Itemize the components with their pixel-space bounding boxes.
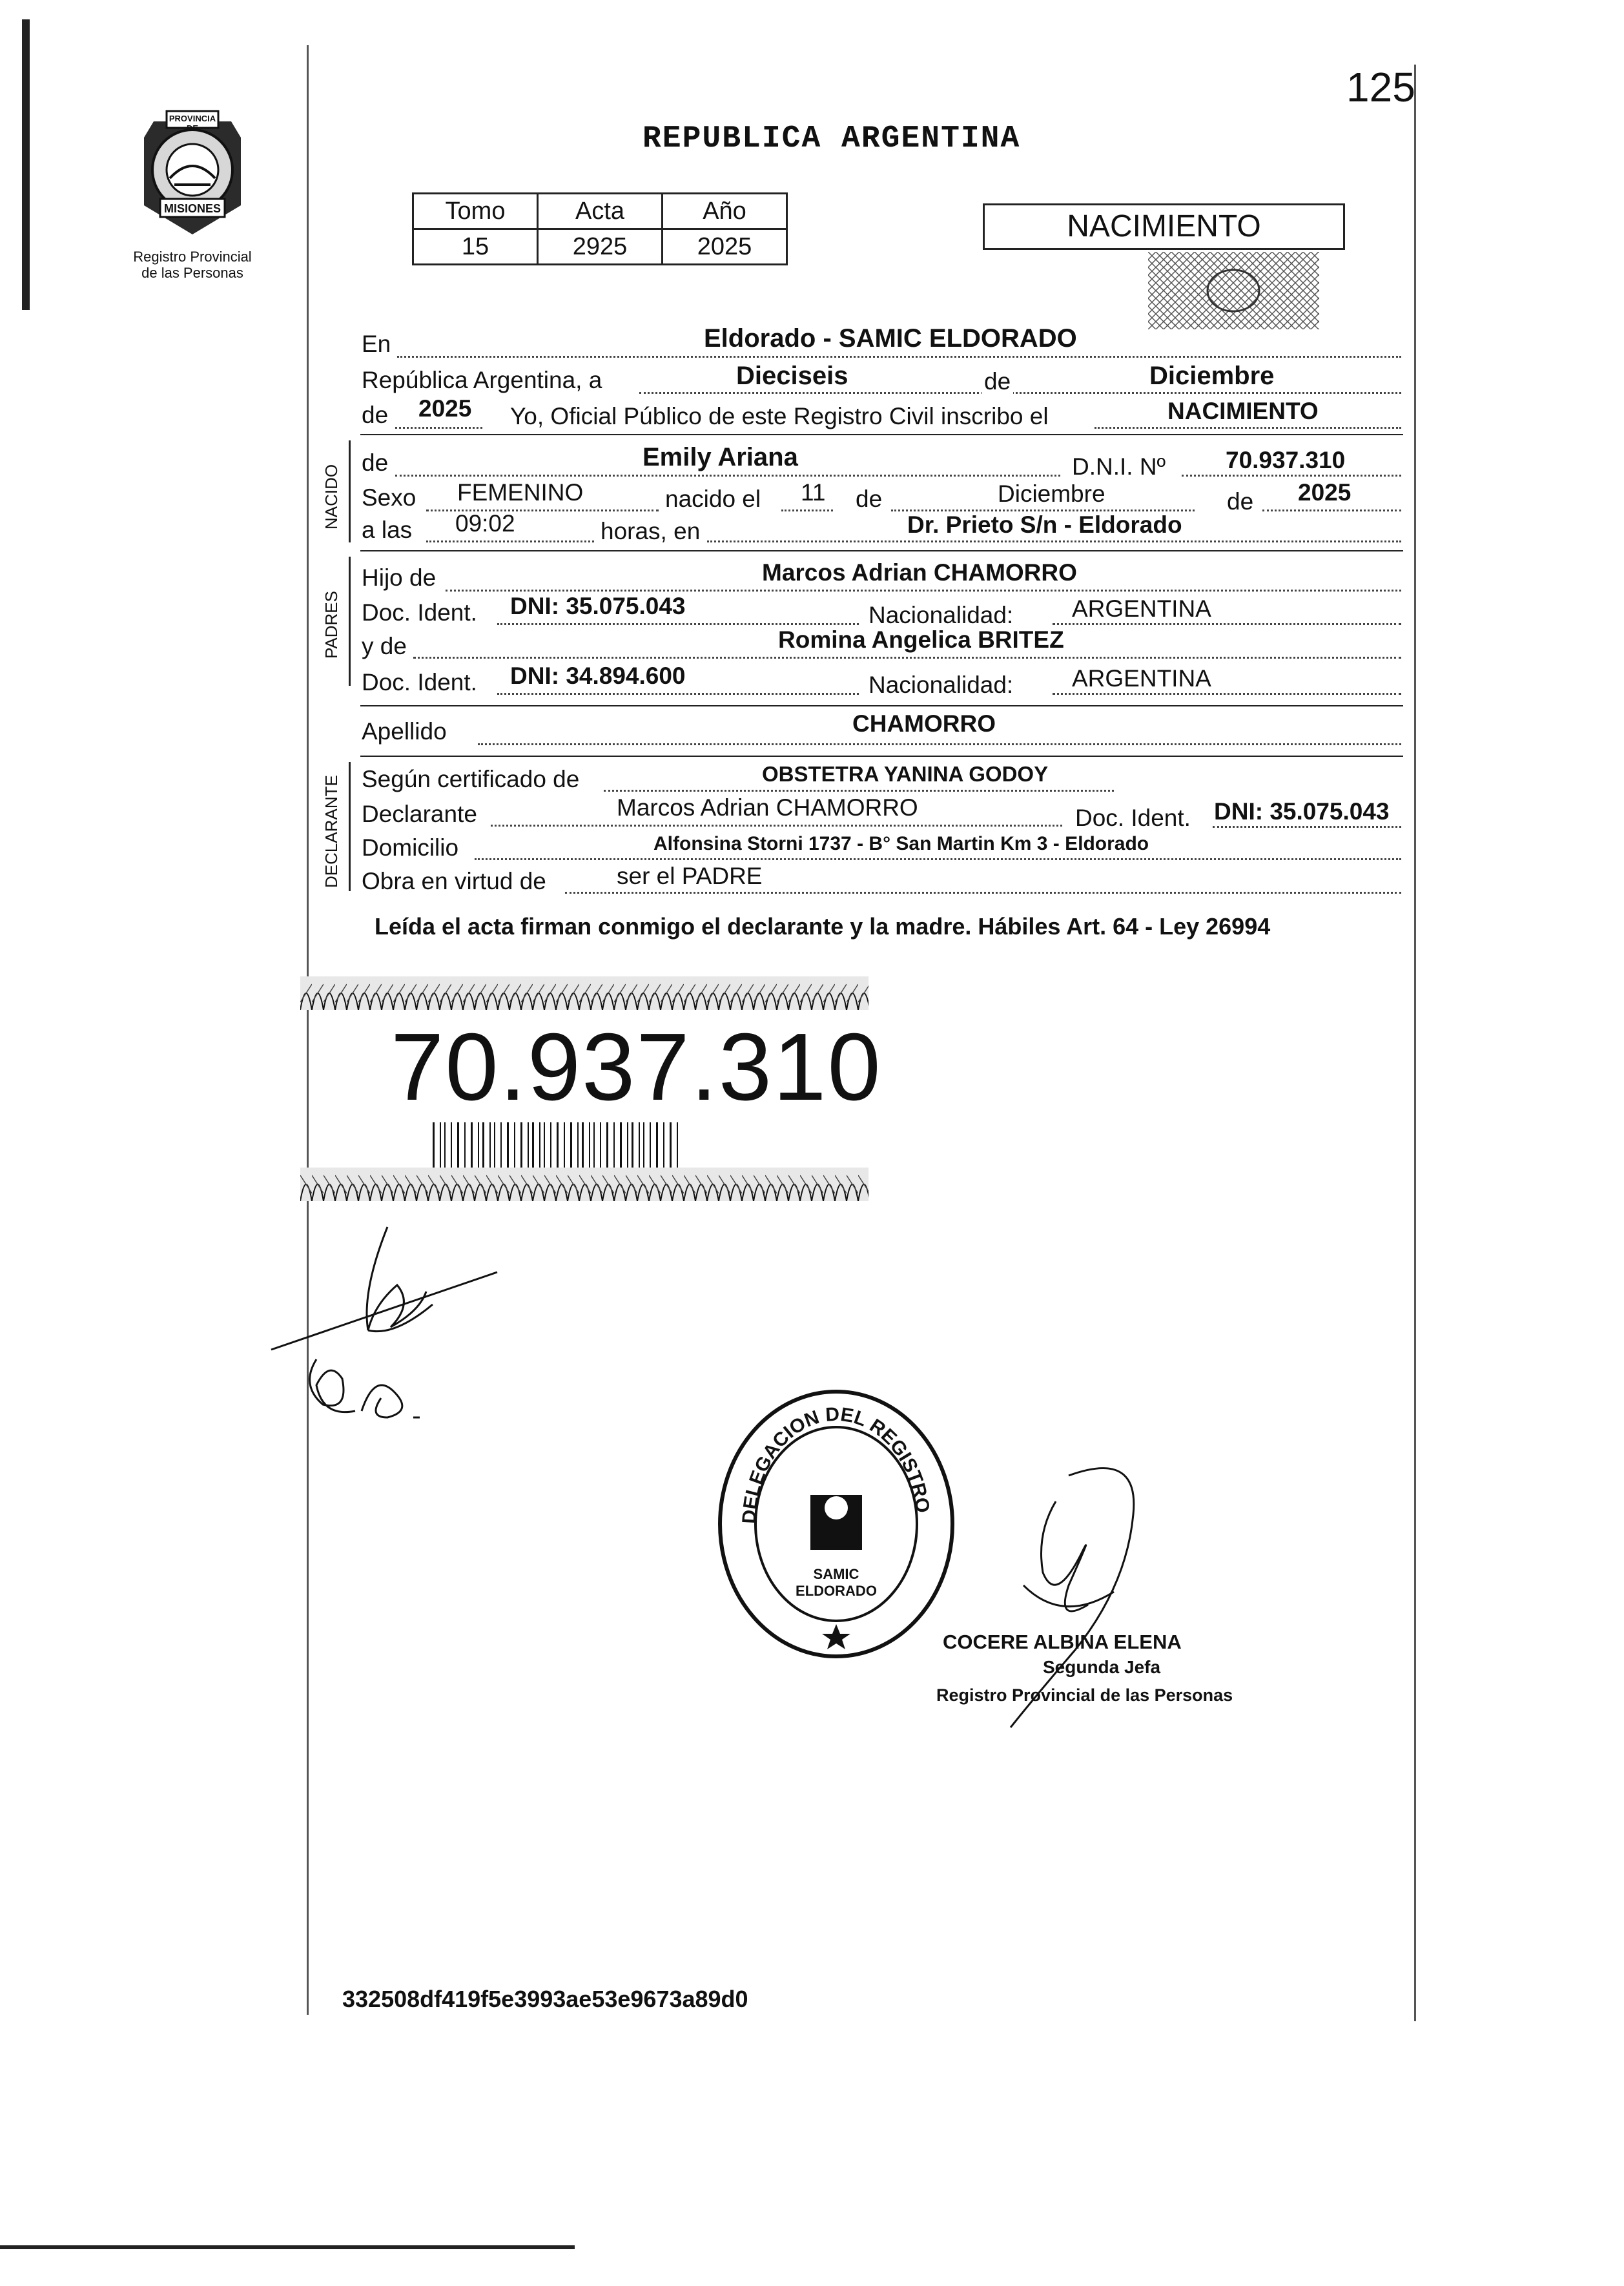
cert-label: Según certificado de	[362, 766, 580, 792]
declarante-value: Marcos Adrian CHAMORRO	[617, 794, 918, 821]
dots	[491, 825, 1062, 827]
act-word-value: NACIMIENTO	[1167, 398, 1319, 424]
logo-caption-line2: de las Personas	[141, 265, 243, 281]
left-margin-bar	[22, 19, 30, 310]
left-page-line	[307, 45, 309, 2015]
table-value-tomo: 15	[413, 229, 538, 265]
mother-signature	[303, 1346, 458, 1430]
dots	[497, 623, 859, 625]
nacido-de-label: de	[362, 449, 389, 476]
dots	[397, 356, 1401, 358]
nacido-de-label2: de	[856, 486, 883, 512]
logo-ring-bottom: MISIONES	[163, 202, 221, 215]
apellido-label: Apellido	[362, 718, 447, 745]
dots	[639, 392, 1401, 394]
de-label2: de	[362, 402, 389, 428]
logo-caption-line1: Registro Provincial	[133, 249, 252, 265]
domicilio-label: Domicilio	[362, 834, 459, 861]
hijo-label: Hijo de	[362, 564, 437, 591]
mother-nat-value: ARGENTINA	[1072, 665, 1211, 692]
obra-value: ser el PADRE	[617, 863, 763, 889]
act-type-box: NACIMIENTO	[983, 203, 1345, 250]
father-doc-value: DNI: 35.075.043	[510, 593, 686, 619]
birth-time-value: 09:02	[455, 510, 515, 537]
father-nat-label: Nacionalidad:	[869, 602, 1014, 628]
section-label-padres: PADRES	[322, 591, 341, 659]
mother-name-value: Romina Angelica BRITEZ	[778, 626, 1064, 653]
domicilio-value: Alfonsina Storni 1737 - B° San Martin Km 3 - Eldorado	[653, 833, 1149, 854]
apellido-rule	[360, 756, 1403, 757]
logo-caption	[115, 249, 270, 281]
dots	[446, 590, 1401, 592]
yde-label: y de	[362, 633, 407, 659]
birth-month-value: Diciembre	[998, 480, 1105, 507]
section-label-nacido: NACIDO	[322, 464, 341, 530]
dni-large: 70.937.310	[391, 1014, 882, 1120]
birth-day-value: 11	[801, 479, 826, 506]
page-number: 125	[1346, 64, 1415, 110]
birth-year-value: 2025	[1298, 479, 1352, 506]
nacido-el-label: nacido el	[665, 486, 761, 512]
mother-doc-label: Doc. Ident.	[362, 669, 477, 695]
table-header-ano: Año	[663, 194, 787, 229]
declarante-doc-value: DNI: 35.075.043	[1214, 798, 1390, 825]
dots	[781, 510, 833, 511]
de-label: de	[982, 368, 1013, 395]
father-nat-value: ARGENTINA	[1072, 595, 1211, 622]
birth-place-value: Dr. Prieto S/n - Eldorado	[907, 511, 1182, 538]
section-label-declarante: DECLARANTE	[322, 775, 341, 888]
registry-table-values	[413, 229, 787, 265]
dots	[1053, 623, 1401, 625]
dots	[565, 892, 1401, 894]
table-value-acta: 2925	[538, 229, 663, 265]
dots	[1095, 427, 1401, 429]
sexo-label: Sexo	[362, 484, 416, 511]
republica-label: República Argentina, a	[362, 367, 602, 393]
security-band-bottom	[300, 1168, 869, 1201]
declarante-doc-label: Doc. Ident.	[1075, 805, 1191, 831]
dni-label: D.N.I. Nº	[1072, 453, 1166, 480]
right-page-line	[1414, 65, 1416, 2021]
padres-rule	[360, 705, 1403, 706]
month-value: Diciembre	[1149, 362, 1275, 390]
section-bar-declarante	[349, 762, 351, 891]
mother-nat-label: Nacionalidad:	[869, 672, 1014, 698]
dots	[497, 693, 859, 695]
declarant-signature	[265, 1214, 510, 1363]
dots	[395, 475, 1060, 477]
dots	[1053, 693, 1401, 695]
place-value: Eldorado - SAMIC ELDORADO	[704, 324, 1077, 353]
section-bar-nacido	[349, 440, 351, 542]
dots	[426, 541, 594, 542]
declarante-label: Declarante	[362, 801, 477, 827]
dots	[1262, 510, 1401, 511]
apellido-value: CHAMORRO	[852, 710, 996, 737]
obra-label: Obra en virtud de	[362, 868, 546, 894]
logo-ring-top: PROVINCIA DE	[169, 114, 216, 133]
father-doc-label: Doc. Ident.	[362, 599, 477, 626]
security-hologram	[1148, 252, 1319, 329]
nacido-de-label3: de	[1227, 488, 1254, 515]
child-name-value: Emily Ariana	[642, 443, 798, 471]
bottom-edge-line	[0, 2245, 575, 2249]
closing-text: Leída el acta firman conmigo el declarante y la madre. Hábiles Art. 64 - Ley 26994	[375, 913, 1271, 940]
seal-ring-text: DELEGACION DEL REGISTRO	[738, 1403, 934, 1525]
table-header-tomo: Tomo	[413, 194, 538, 229]
registry-table-header	[413, 194, 787, 229]
table-value-ano: 2025	[663, 229, 787, 265]
alas-label: a las	[362, 517, 413, 543]
mother-doc-value: DNI: 34.894.600	[510, 663, 686, 689]
seal-inner-text: SAMIC ELDORADO	[796, 1566, 877, 1599]
table-header-acta: Acta	[538, 194, 663, 229]
en-label: En	[362, 331, 391, 357]
dots	[395, 427, 482, 429]
official-text: Yo, Oficial Público de este Registro Civil inscribo el	[510, 403, 1049, 429]
provincial-logo	[115, 102, 270, 244]
dots	[413, 657, 1401, 659]
cert-value: OBSTETRA YANINA GODOY	[762, 762, 1049, 786]
dots	[707, 541, 1401, 542]
dots	[478, 743, 1401, 745]
year-value: 2025	[418, 395, 472, 422]
father-name-value: Marcos Adrian CHAMORRO	[762, 559, 1077, 586]
registry-table	[412, 192, 788, 265]
security-band-top	[300, 976, 869, 1010]
officer-role: Segunda Jefa	[1043, 1657, 1161, 1677]
section-bar-padres	[349, 557, 351, 686]
horas-label: horas, en	[601, 518, 701, 544]
nacido-rule	[360, 550, 1403, 551]
sexo-value: FEMENINO	[457, 479, 584, 506]
dots	[475, 858, 1401, 860]
day-word-value: Dieciseis	[736, 362, 848, 390]
officer-name: COCERE ALBINA ELENA	[943, 1631, 1182, 1653]
intro-rule	[360, 434, 1403, 435]
page-title: REPUBLICA ARGENTINA	[642, 121, 1021, 156]
document-hash: 332508df419f5e3993ae53e9673a89d0	[342, 1986, 748, 2012]
dots	[604, 790, 1114, 792]
dots	[1213, 826, 1401, 828]
official-seal	[714, 1385, 959, 1663]
officer-office: Registro Provincial de las Personas	[936, 1685, 1233, 1705]
child-dni-value: 70.937.310	[1226, 447, 1346, 473]
dots	[1182, 475, 1401, 477]
